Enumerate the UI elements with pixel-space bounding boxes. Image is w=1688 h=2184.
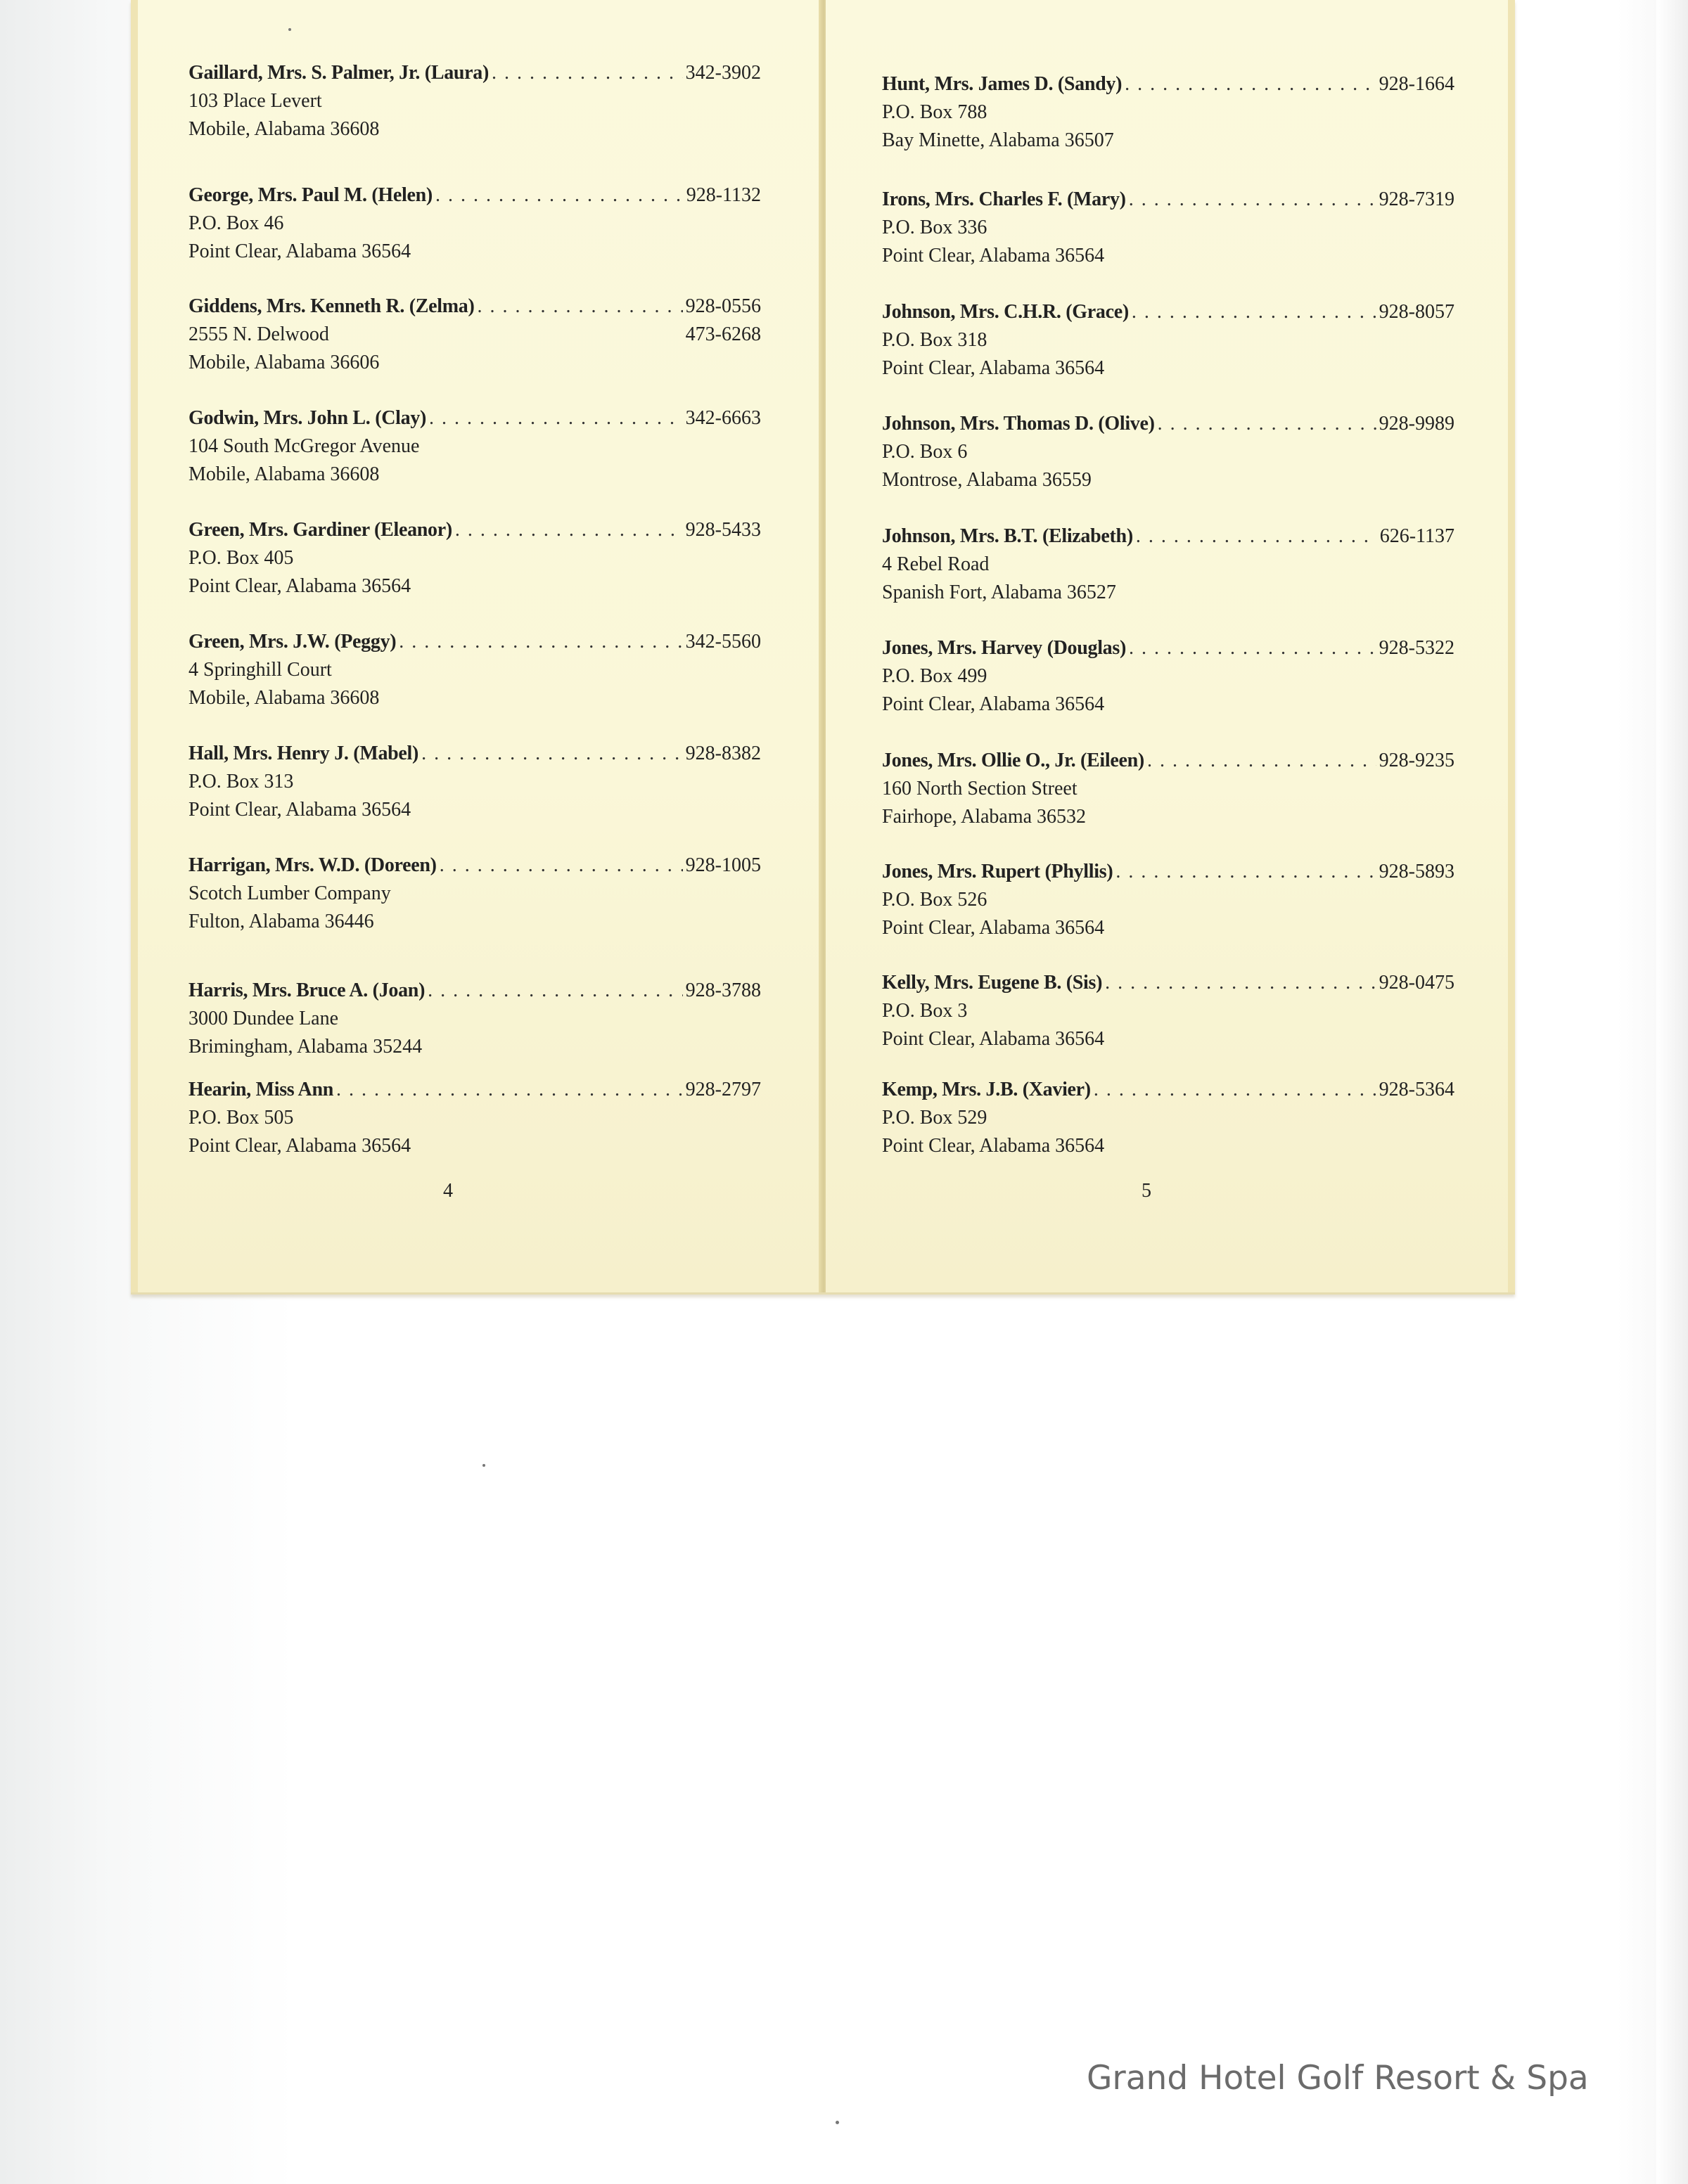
member-name: George, Mrs. Paul M. (Helen) [188, 184, 433, 206]
member-name: Hall, Mrs. Henry J. (Mabel) [188, 743, 419, 764]
address-line: Montrose, Alabama 36559 [882, 469, 1092, 491]
dot-leader [440, 852, 683, 880]
directory-entry [882, 186, 1494, 270]
directory-entry [882, 410, 1494, 494]
member-name: Johnson, Mrs. B.T. (Elizabeth) [882, 525, 1133, 547]
member-name: Jones, Mrs. Harvey (Douglas) [882, 637, 1127, 659]
directory-entry [188, 516, 800, 600]
dot-leader [1094, 1076, 1376, 1104]
directory-entry [188, 628, 800, 712]
dot-leader [429, 404, 683, 432]
address-line: Point Clear, Alabama 36564 [882, 357, 1105, 379]
address-line: Fairhope, Alabama 36532 [882, 806, 1087, 828]
member-name: Godwin, Mrs. John L. (Clay) [188, 407, 427, 429]
scan-speck [836, 2121, 839, 2124]
phone-number: 928-8382 [685, 743, 761, 764]
scan-speck [482, 1464, 485, 1467]
phone-number-secondary: 473-6268 [685, 323, 761, 345]
member-name: Hearin, Miss Ann [188, 1079, 334, 1100]
address-line: Mobile, Alabama 36606 [188, 352, 380, 373]
phone-number: 928-1005 [685, 854, 761, 876]
address-line: 3000 Dundee Lane [188, 1008, 339, 1029]
address-line: Scotch Lumber Company [188, 882, 391, 904]
directory-entry [882, 1076, 1494, 1160]
phone-number: 928-8057 [1379, 301, 1454, 323]
member-name: Kemp, Mrs. J.B. (Xavier) [882, 1079, 1091, 1100]
address-line: Point Clear, Alabama 36564 [188, 799, 411, 821]
member-name: Irons, Mrs. Charles F. (Mary) [882, 188, 1126, 210]
page-number: 4 [443, 1180, 453, 1202]
dot-leader [1147, 747, 1376, 775]
address-line: Point Clear, Alabama 36564 [188, 1135, 411, 1157]
address-line: Mobile, Alabama 36608 [188, 463, 380, 485]
address-line: Point Clear, Alabama 36564 [188, 240, 411, 262]
address-line: 103 Place Levert [188, 90, 322, 112]
address-line: Point Clear, Alabama 36564 [882, 1135, 1105, 1157]
address-line: Point Clear, Alabama 36564 [882, 693, 1105, 715]
directory-entry [882, 747, 1494, 831]
dot-leader [1129, 186, 1376, 214]
dot-leader [1132, 298, 1376, 326]
dot-leader [1158, 410, 1376, 438]
member-name: Johnson, Mrs. C.H.R. (Grace) [882, 301, 1129, 323]
address-line: Brimingham, Alabama 35244 [188, 1036, 423, 1058]
brand-watermark: Grand Hotel Golf Resort & Spa [1087, 2059, 1589, 2098]
dot-leader [1115, 858, 1376, 886]
dot-leader [1105, 969, 1376, 997]
page-left [131, 0, 820, 1292]
address-line: Mobile, Alabama 36608 [188, 118, 380, 140]
member-name: Harris, Mrs. Bruce A. (Joan) [188, 979, 426, 1001]
directory-entry [882, 298, 1494, 383]
member-name: Kelly, Mrs. Eugene B. (Sis) [882, 972, 1103, 994]
address-line: Point Clear, Alabama 36564 [882, 917, 1105, 939]
directory-entry [188, 181, 800, 266]
dot-leader [1136, 522, 1377, 551]
directory-entry [882, 70, 1494, 155]
member-name: Green, Mrs. J.W. (Peggy) [188, 631, 397, 653]
scan-edge [1656, 0, 1688, 2184]
dot-leader [336, 1076, 683, 1104]
phone-number: 928-7319 [1379, 188, 1454, 210]
address-line: P.O. Box 6 [882, 441, 968, 463]
address-line: P.O. Box 336 [882, 217, 987, 238]
member-name: Hunt, Mrs. James D. (Sandy) [882, 73, 1123, 95]
member-name: Jones, Mrs. Ollie O., Jr. (Eileen) [882, 750, 1144, 771]
dot-leader [492, 59, 683, 87]
directory-entry [188, 740, 800, 824]
address-line: 104 South McGregor Avenue [188, 435, 420, 457]
address-line: Fulton, Alabama 36446 [188, 911, 374, 932]
phone-number: 342-3902 [685, 62, 761, 84]
address-line: P.O. Box 505 [188, 1107, 294, 1129]
dot-leader [399, 628, 682, 656]
dot-leader [455, 516, 683, 544]
member-name: Harrigan, Mrs. W.D. (Doreen) [188, 854, 437, 876]
directory-entry [188, 293, 800, 377]
dot-leader [478, 293, 683, 321]
phone-number: 928-2797 [685, 1079, 761, 1100]
address-line: P.O. Box 313 [188, 771, 294, 792]
directory-entry [882, 858, 1494, 942]
directory-entry [188, 404, 800, 489]
address-line: P.O. Box 788 [882, 101, 987, 123]
address-line: 4 Rebel Road [882, 553, 990, 575]
address-line: P.O. Box 318 [882, 329, 987, 351]
phone-number: 626-1137 [1379, 525, 1454, 547]
phone-number: 928-5893 [1379, 861, 1454, 882]
address-line: Point Clear, Alabama 36564 [882, 245, 1105, 266]
dot-leader [421, 740, 683, 768]
address-line: Point Clear, Alabama 36564 [188, 575, 411, 597]
dot-leader [1129, 634, 1376, 662]
member-name: Johnson, Mrs. Thomas D. (Olive) [882, 413, 1155, 435]
address-line: Bay Minette, Alabama 36507 [882, 129, 1114, 151]
phone-number: 928-0475 [1379, 972, 1454, 994]
phone-number: 928-5322 [1379, 637, 1454, 659]
address-line: P.O. Box 46 [188, 212, 284, 234]
scan-speck [288, 28, 291, 31]
address-line: Spanish Fort, Alabama 36527 [882, 582, 1116, 603]
page-number: 5 [1142, 1180, 1151, 1202]
dot-leader [428, 977, 683, 1005]
phone-number: 928-1132 [686, 184, 761, 206]
phone-number: 342-6663 [685, 407, 761, 429]
phone-number: 928-9989 [1379, 413, 1454, 435]
directory-entry [882, 522, 1494, 607]
directory-entry [188, 977, 800, 1061]
address-line: P.O. Box 499 [882, 665, 987, 687]
member-name: Giddens, Mrs. Kenneth R. (Zelma) [188, 295, 475, 317]
phone-number: 928-0556 [685, 295, 761, 317]
address-line: 160 North Section Street [882, 778, 1078, 799]
dot-leader [435, 181, 684, 210]
phone-number: 928-5364 [1379, 1079, 1454, 1100]
member-name: Green, Mrs. Gardiner (Eleanor) [188, 519, 452, 541]
address-line: 4 Springhill Court [188, 659, 332, 681]
address-line: Point Clear, Alabama 36564 [882, 1028, 1105, 1050]
phone-number: 342-5560 [685, 631, 761, 653]
directory-entry [882, 969, 1494, 1053]
phone-number: 928-9235 [1379, 750, 1454, 771]
member-name: Gaillard, Mrs. S. Palmer, Jr. (Laura) [188, 62, 490, 84]
dot-leader [1125, 70, 1376, 98]
member-name: Jones, Mrs. Rupert (Phyllis) [882, 861, 1113, 882]
page-right [826, 0, 1515, 1292]
address-line: 2555 N. Delwood [188, 323, 329, 345]
address-line: P.O. Box 405 [188, 547, 294, 569]
address-line: P.O. Box 3 [882, 1000, 968, 1022]
directory-entry [188, 59, 800, 143]
phone-number: 928-5433 [685, 519, 761, 541]
phone-number: 928-3788 [685, 979, 761, 1001]
directory-booklet [131, 0, 1515, 1295]
directory-entry [188, 852, 800, 936]
address-line: P.O. Box 529 [882, 1107, 987, 1129]
phone-number: 928-1664 [1379, 73, 1454, 95]
directory-entry [188, 1076, 800, 1160]
address-line: P.O. Box 526 [882, 889, 987, 911]
directory-entry [882, 634, 1494, 719]
address-line: Mobile, Alabama 36608 [188, 687, 380, 709]
